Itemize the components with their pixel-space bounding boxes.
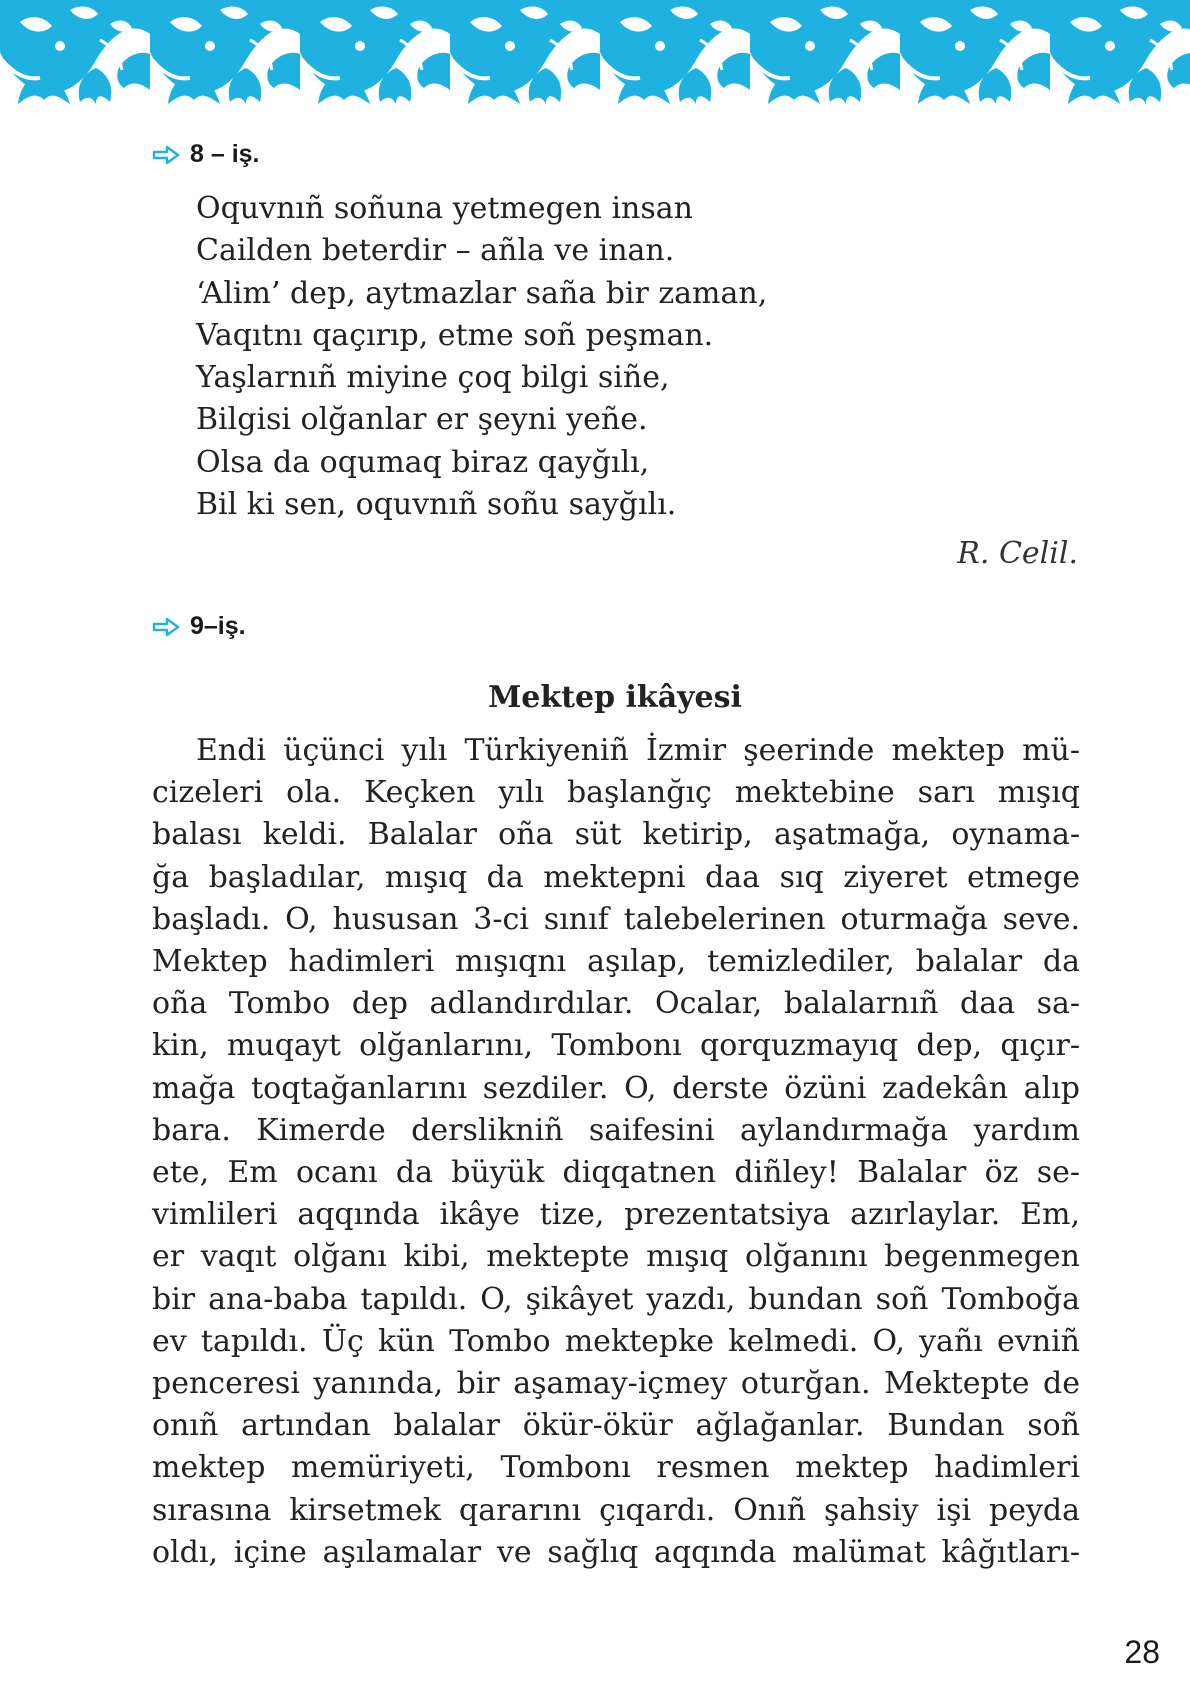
story-line: sırasına kirsetmek qararını çıqardı. Onıñ şahsiy işi peyda — [152, 1492, 1080, 1528]
poem — [196, 188, 767, 526]
story-line: başladı. O, hususan 3-ci sınıf talebelerinen oturmağa seve. — [152, 901, 1080, 937]
task-9-label: 9–iş. — [190, 612, 246, 640]
story-title: Mektep ikâyesi — [488, 680, 742, 715]
story-line: oldı, içine aşılamalar ve sağlıq aqqında malümat kâğıtları- — [152, 1534, 1080, 1570]
arrow-right-icon — [152, 617, 180, 637]
arrow-right-icon — [152, 145, 180, 165]
story-line: balası keldi. Balalar oña süt ketirip, aşatmağa, oynama- — [152, 817, 1080, 853]
story-line: bir ana-baba tapıldı. O, şikâyet yazdı, bundan soñ Tomboğa — [152, 1281, 1080, 1317]
story-line: bara. Kimerde derslikniñ saifesini aylandırmağa yardım — [152, 1112, 1080, 1148]
story-line: ğa başladılar, mışıq da mektepni daa sıq ziyeret etmege — [152, 859, 1080, 895]
story-line: ev tapıldı. Üç kün Tombo mektepke kelmedi. O, yañı evniñ — [152, 1323, 1080, 1359]
poem-line: ‘Alim’ dep, aytmazlar saña bir zaman, — [196, 275, 768, 311]
poem-line: Bilgisi olğanlar er şeyni yeñe. — [196, 402, 648, 438]
task-9-header — [152, 612, 246, 641]
story-line: ete, Em ocanı da büyük diqqatnen diñley! Balalar öz se- — [152, 1155, 1080, 1191]
story-line: cizeleri ola. Keçken yılı başlanğıç mektebine sarı mışıq — [152, 775, 1080, 811]
task-8-label: 8 – iş. — [190, 140, 260, 168]
story-line: mağa toqtağanlarını sezdiler. O, derste özüni zadekân alıp — [152, 1070, 1080, 1106]
story-line: kin, muqayt olğanlarını, Tombonı qorquzmayıq dep, qıçır- — [152, 1028, 1080, 1064]
poem-line: Cailden beterdir – añla ve inan. — [196, 233, 675, 269]
poem-line: Yaşlarnıñ miyine çoq bilgi siñe, — [196, 360, 670, 396]
poem-author: R. Celil. — [957, 536, 1078, 571]
story-line: mektep memüriyeti, Tombonı resmen mektep hadimleri — [152, 1450, 1080, 1486]
floral-border-ornament — [0, 0, 1190, 110]
story-line: Mektep hadimleri mışıqnı aşılap, temizlediler, balalar da — [152, 944, 1080, 980]
poem-line: Bil ki sen, oquvnıñ soñu sayğılı. — [196, 487, 677, 523]
poem-line: Oquvnıñ soñuna yetmegen insan — [196, 191, 693, 226]
story-line: oña Tombo dep adlandırdılar. Ocalar, balalarnıñ daa sa- — [152, 986, 1080, 1022]
story-text — [152, 730, 1080, 1574]
story-line: er vaqıt olğanı kibi, mektepte mışıq olğanını begenmegen — [152, 1239, 1080, 1275]
story-line: vimlileri aqqında ikâye tize, prezentatsiya azırlaylar. Em, — [152, 1197, 1080, 1233]
task-8-header — [152, 140, 260, 169]
story-line: onıñ artından balalar ökür-ökür ağlağanlar. Bundan soñ — [152, 1408, 1080, 1444]
page-number: 28 — [1124, 1634, 1160, 1670]
story-line: Endi üçünci yılı Türkiyeniñ İzmir şeerinde mektep mü- — [196, 733, 1080, 768]
poem-line: Olsa da oqumaq biraz qayğılı, — [196, 444, 650, 480]
poem-line: Vaqıtnı qaçırıp, etme soñ peşman. — [196, 317, 714, 353]
story-line: penceresi yanında, bir aşamay-içmey oturğan. Mektepte de — [152, 1366, 1080, 1402]
